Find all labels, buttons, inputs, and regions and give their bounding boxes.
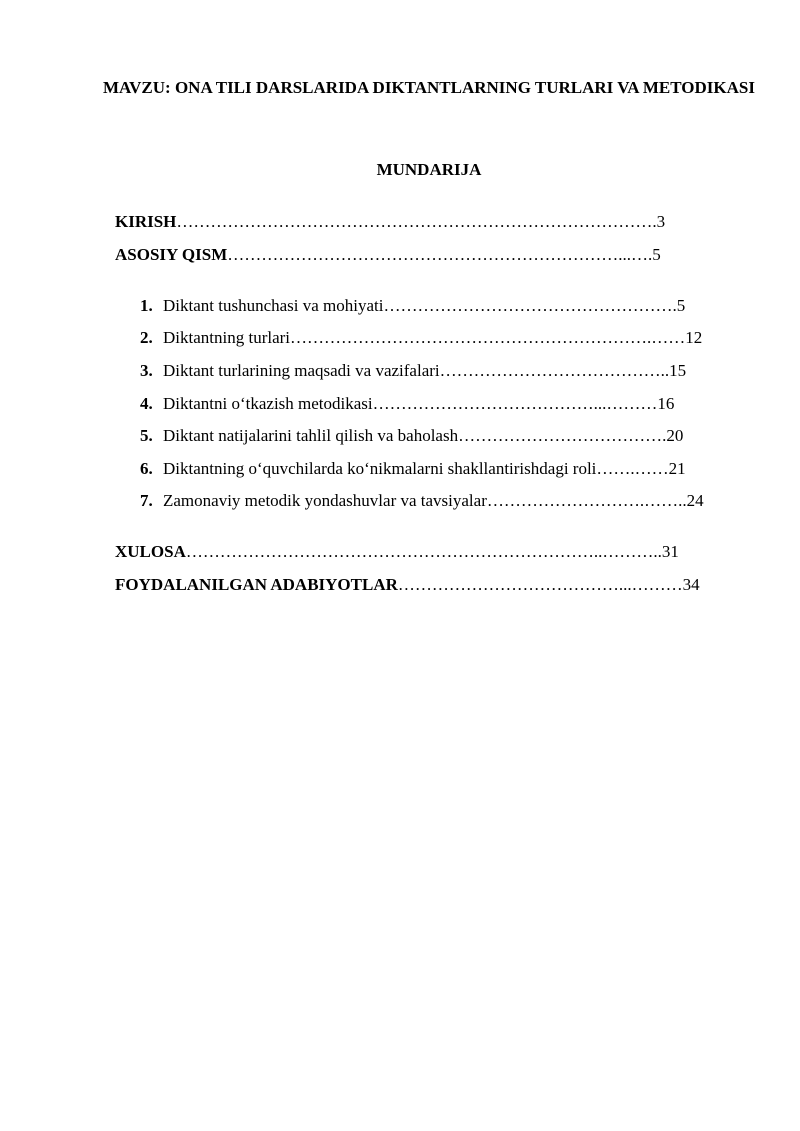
toc-dot-leader: ………………………………. [458,426,667,445]
toc-entry-label: FOYDALANILGAN ADABIYOTLAR [115,575,398,594]
toc-dot-leader: …….…… [596,459,669,478]
toc-section-1 [140,296,743,316]
toc-dot-leader: …………………………………………………………………………. [176,212,657,231]
toc-dot-leader: …………………………………...……… [372,394,658,413]
toc-section-number: 6. [140,459,153,478]
toc-page-number: 12 [685,328,703,347]
toc-page-number: 15 [669,361,687,380]
toc-entry-references [115,575,743,595]
toc-section-label: Diktantning o‘quvchilarda ko‘nikmalarni shakllantirishdagi roli [163,459,597,478]
toc-page-number: 31 [661,542,679,561]
toc-dot-leader: ……………………………………………………………...…. [227,245,653,264]
document-title: MAVZU: ONA TILI DARSLARIDA DIKTANTLARNING TURLARI VA METODIKASI [103,78,755,97]
toc-section-number: 2. [140,328,153,347]
toc-section-number: 3. [140,361,153,380]
toc-page-number: 3 [656,212,666,231]
toc-page-number: 5 [652,245,661,264]
toc-section-3 [140,361,743,381]
toc-section-4 [140,394,743,414]
toc-dot-leader: ……………………….…….. [486,491,687,510]
toc-section-label: Diktant tushunchasi va mohiyati [163,296,384,315]
toc-section-label: Diktant turlarining maqsadi va vazifalari [163,361,440,380]
toc-page-number: 5 [676,296,686,315]
toc-entry-label: KIRISH [115,212,177,231]
toc-section-label: Diktantning turlari [163,328,291,347]
toc-section-label: Diktant natijalarini tahlil qilish va baholash [163,426,459,445]
toc-entry-intro [115,212,743,232]
toc-dot-leader: ………………………………………………………………..……….. [185,542,662,561]
toc-page-number: 20 [666,426,684,445]
toc-entry-conclusion [115,542,743,562]
toc-section-number: 4. [140,394,153,413]
toc-dot-leader: …………………………………...……… [397,575,683,594]
contents-heading: MUNDARIJA [376,160,482,179]
toc-entry-label: XULOSA [115,542,186,561]
toc-page-number: 21 [668,459,686,478]
toc-section-number: 1. [140,296,153,315]
toc-dot-leader: ……………………………………………………….…… [290,328,686,347]
toc-section-number: 7. [140,491,153,510]
toc-section-7 [140,491,743,511]
toc-page-number: 16 [657,394,675,413]
toc-entry-main-part [115,245,743,265]
toc-entry-label: ASOSIY QISM [115,245,228,264]
toc-section-5 [140,426,743,446]
toc-section-label: Zamonaviy metodik yondashuvlar va tavsiyalar [163,491,487,510]
toc-section-number: 5. [140,426,153,445]
toc-page-number: 34 [682,575,700,594]
toc-page-number: 24 [686,491,704,510]
toc-dot-leader: ………………………………….. [439,361,670,380]
toc-section-6 [140,459,743,479]
toc-section-label: Diktantni o‘tkazish metodikasi [163,394,373,413]
toc-dot-leader: ……………………………………………. [383,296,677,315]
toc-section-2 [140,328,743,348]
